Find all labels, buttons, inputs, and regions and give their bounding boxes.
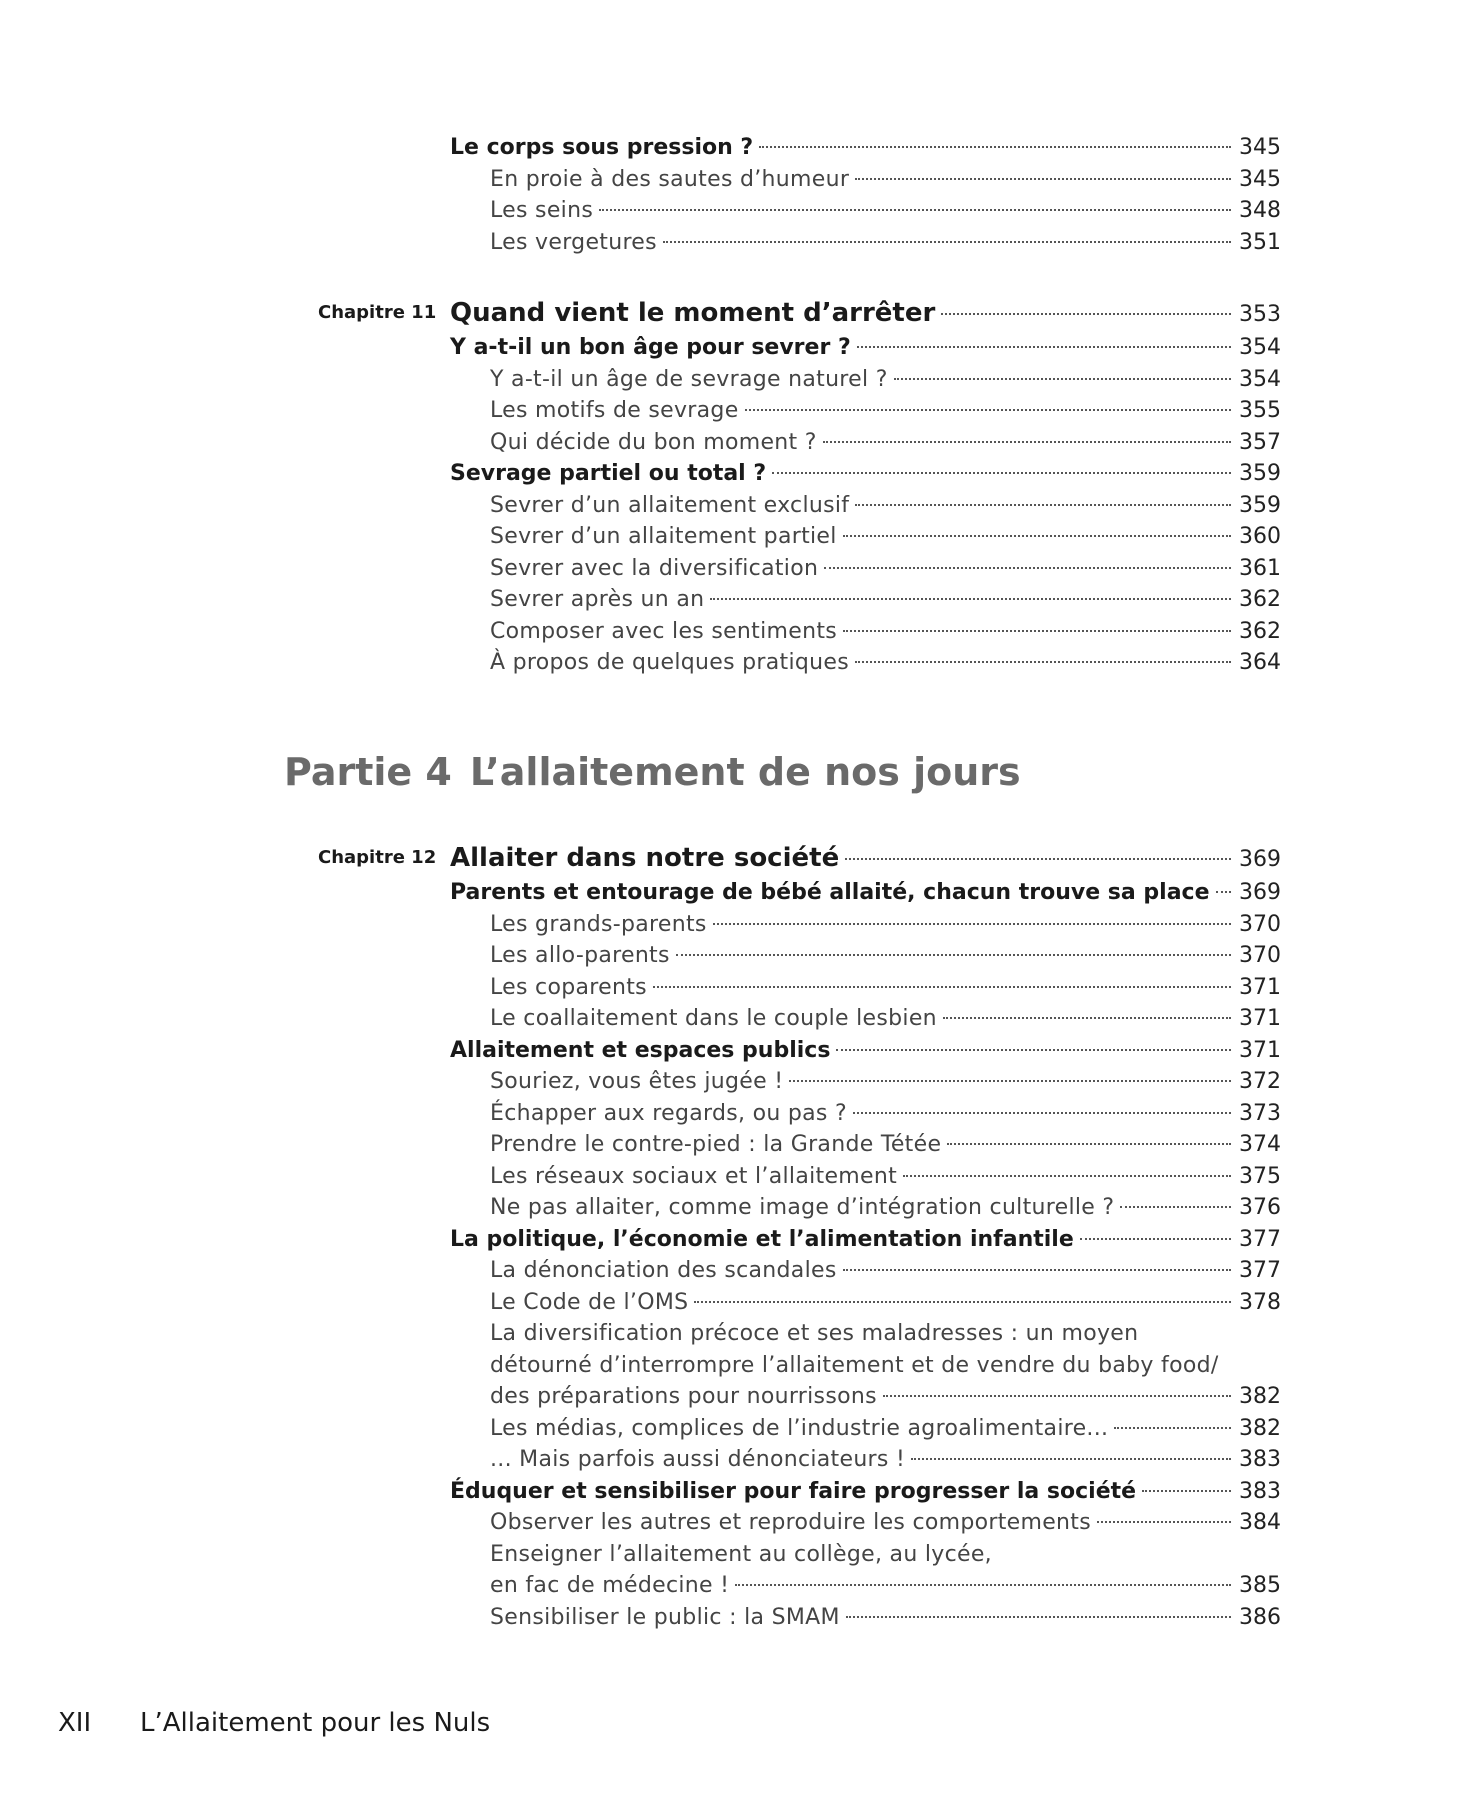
- dot-leader: [857, 346, 1231, 348]
- dot-leader: [1114, 1427, 1231, 1429]
- toc-row: [0, 584, 1474, 616]
- chapter-11-block: [0, 294, 1474, 679]
- page-number: 377: [1239, 1226, 1281, 1252]
- toc-row: [0, 1287, 1474, 1319]
- entry-title: Sevrer avec la diversification: [490, 555, 819, 581]
- page-number: 370: [1239, 943, 1281, 968]
- dot-leader: [843, 535, 1231, 537]
- page-number: 371: [1239, 1006, 1281, 1031]
- toc-row: [0, 1381, 1474, 1413]
- toc-section-entry[interactable]: [450, 132, 1281, 164]
- page-number: 382: [1239, 1415, 1281, 1441]
- dot-leader: [947, 1143, 1231, 1145]
- toc-continued-block: [0, 132, 1474, 258]
- toc-subsection-entry[interactable]: [490, 164, 1281, 196]
- page-number: 360: [1239, 524, 1281, 549]
- dot-leader: [843, 1269, 1231, 1271]
- dot-leader: [943, 1017, 1231, 1019]
- dot-leader: [759, 146, 1231, 148]
- dot-leader: [653, 986, 1231, 988]
- toc-row: [0, 553, 1474, 585]
- toc-subsection-entry[interactable]: [490, 1570, 1281, 1602]
- toc-subsection-entry[interactable]: [490, 1161, 1281, 1193]
- page-number: 353: [1239, 302, 1281, 327]
- toc-row: [0, 1476, 1474, 1508]
- toc-section-entry[interactable]: [450, 1476, 1281, 1508]
- page-number: 369: [1239, 880, 1281, 905]
- page-number: 371: [1239, 1037, 1281, 1063]
- dot-leader: [855, 504, 1231, 506]
- dot-leader: [789, 1080, 1231, 1082]
- dot-leader: [824, 567, 1231, 569]
- dot-leader: [853, 1112, 1231, 1114]
- entry-title: Les seins: [490, 198, 594, 223]
- toc-subsection-entry[interactable]: [490, 972, 1281, 1004]
- dot-leader: [663, 241, 1231, 243]
- entry-title: Parents et entourage de bébé allaité, chacun trouve sa place: [450, 880, 1210, 905]
- toc-chapter-entry[interactable]: [450, 294, 1281, 334]
- dot-leader: [694, 1301, 1231, 1303]
- toc-subsection-entry[interactable]: [490, 1507, 1281, 1539]
- toc-subsection-entry[interactable]: [490, 1192, 1281, 1224]
- entry-title: Les grands-parents: [490, 911, 707, 937]
- dot-leader: [846, 1616, 1231, 1618]
- dot-leader: [823, 441, 1231, 443]
- toc-row: [0, 616, 1474, 648]
- toc-subsection-entry[interactable]: [490, 1381, 1281, 1413]
- toc-subsection-entry[interactable]: [490, 364, 1281, 396]
- toc-row: [0, 1066, 1474, 1098]
- page-number: 374: [1239, 1132, 1281, 1157]
- toc-subsection-entry[interactable]: [490, 940, 1281, 972]
- toc-subsection-entry[interactable]: [490, 490, 1281, 522]
- page-number: 386: [1239, 1604, 1281, 1630]
- entry-title: Les coparents: [490, 974, 647, 1000]
- dot-leader: [941, 313, 1231, 315]
- toc-subsection-entry[interactable]: [490, 553, 1281, 585]
- page-number: 370: [1239, 911, 1281, 937]
- dot-leader: [883, 1395, 1231, 1397]
- entry-title: Les vergetures: [490, 229, 657, 255]
- entry-title: Sevrage partiel ou total ?: [450, 461, 767, 486]
- dot-leader: [772, 472, 1231, 474]
- chapter-title: Allaiter dans notre société: [450, 843, 840, 873]
- toc-row: [0, 332, 1474, 364]
- entry-title: Le Code de l’OMS: [490, 1289, 689, 1315]
- page-number: 376: [1239, 1195, 1281, 1220]
- toc-section-entry[interactable]: [450, 332, 1281, 364]
- dot-leader: [599, 209, 1231, 211]
- page-number: 364: [1239, 650, 1281, 675]
- dot-leader: [836, 1049, 1231, 1051]
- dot-leader: [1080, 1238, 1231, 1240]
- entry-title-line: La diversification précoce et ses maladresses : un moyen: [490, 1321, 1139, 1346]
- entry-title: Le corps sous pression ?: [450, 135, 754, 160]
- toc-subsection-entry[interactable]: [490, 1129, 1281, 1161]
- toc-row: [0, 1255, 1474, 1287]
- dot-leader: [1097, 1521, 1231, 1523]
- toc-row: [0, 427, 1474, 459]
- dot-leader: [713, 923, 1231, 925]
- page-number: 378: [1239, 1289, 1281, 1315]
- entry-title: des préparations pour nourrissons: [490, 1384, 877, 1409]
- toc-row: [0, 490, 1474, 522]
- page-number: 385: [1239, 1573, 1281, 1598]
- dot-leader: [903, 1175, 1231, 1177]
- page-number: 369: [1239, 847, 1281, 872]
- entry-title: Ne pas allaiter, comme image d’intégration culturelle ?: [490, 1195, 1115, 1220]
- entry-title: À propos de quelques pratiques: [490, 650, 849, 675]
- toc-row: [0, 1602, 1474, 1634]
- dot-leader: [1120, 1206, 1231, 1208]
- toc-subsection-entry[interactable]: [490, 521, 1281, 553]
- part-heading: [284, 750, 1021, 794]
- entry-title: Sensibiliser le public : la SMAM: [490, 1604, 840, 1630]
- toc-row: [0, 132, 1474, 164]
- toc-subsection-entry[interactable]: [490, 395, 1281, 427]
- entry-title: Souriez, vous êtes jugée !: [490, 1069, 784, 1094]
- page-number: 384: [1239, 1510, 1281, 1535]
- page-number: 361: [1239, 555, 1281, 581]
- page-number: 354: [1239, 335, 1281, 360]
- toc-subsection-entry[interactable]: [490, 195, 1281, 227]
- page-number: 377: [1239, 1258, 1281, 1283]
- toc-row: [0, 1003, 1474, 1035]
- toc-row: [0, 195, 1474, 227]
- dot-leader: [1142, 1490, 1231, 1492]
- entry-title: La politique, l’économie et l’alimentation infantile: [450, 1226, 1074, 1252]
- toc-subsection-entry[interactable]: [490, 1066, 1281, 1098]
- page-number: 383: [1239, 1447, 1281, 1472]
- entry-title: Les médias, complices de l’industrie agroalimentaire...: [490, 1415, 1109, 1441]
- page-number: 372: [1239, 1069, 1281, 1094]
- dot-leader: [894, 378, 1231, 380]
- page-number: 359: [1239, 461, 1281, 486]
- entry-title: La dénonciation des scandales: [490, 1258, 837, 1283]
- entry-title: En proie à des sautes d’humeur: [490, 166, 850, 192]
- entry-title: Composer avec les sentiments: [490, 618, 838, 644]
- dot-leader: [911, 1458, 1231, 1460]
- toc-row: [0, 1035, 1474, 1067]
- page-number: 375: [1239, 1163, 1281, 1189]
- entry-title: Les motifs de sevrage: [490, 398, 739, 423]
- toc-section-entry[interactable]: [450, 1035, 1281, 1067]
- toc-row: [0, 647, 1474, 679]
- page-number: 362: [1239, 587, 1281, 612]
- folio-number: XII: [58, 1708, 92, 1738]
- toc-row-multiline: [0, 1318, 1474, 1350]
- toc-subsection-entry[interactable]: [490, 1255, 1281, 1287]
- dot-leader: [676, 954, 1231, 956]
- entry-title: Le coallaitement dans le couple lesbien: [490, 1006, 937, 1031]
- toc-row: [0, 364, 1474, 396]
- toc-subsection-entry[interactable]: [490, 227, 1281, 259]
- toc-subsection-entry[interactable]: [490, 1003, 1281, 1035]
- toc-row: [0, 909, 1474, 941]
- dot-leader: [845, 858, 1231, 860]
- toc-subsection-entry[interactable]: [490, 1287, 1281, 1319]
- toc-row: [0, 1129, 1474, 1161]
- chapter-12-block: [0, 839, 1474, 1633]
- toc-row: [0, 1192, 1474, 1224]
- entry-title: Sevrer d’un allaitement exclusif: [490, 492, 850, 518]
- toc-row: [0, 940, 1474, 972]
- chapter-title: Quand vient le moment d’arrêter: [450, 298, 936, 328]
- toc-row: [0, 877, 1474, 909]
- entry-title: Les allo-parents: [490, 943, 670, 968]
- toc-section-entry[interactable]: [450, 458, 1281, 490]
- toc-subsection-entry[interactable]: [490, 616, 1281, 648]
- entry-title: Sevrer d’un allaitement partiel: [490, 524, 837, 549]
- page-number: 351: [1239, 229, 1281, 255]
- page-number: 382: [1239, 1384, 1281, 1409]
- entry-title: en fac de médecine !: [490, 1573, 730, 1598]
- page-number: 362: [1239, 618, 1281, 644]
- dot-leader: [710, 598, 1231, 600]
- page-number: 359: [1239, 492, 1281, 518]
- page-number: 383: [1239, 1478, 1281, 1504]
- page-number: 357: [1239, 429, 1281, 455]
- entry-title-line: Enseigner l’allaitement au collège, au lycée,: [490, 1541, 992, 1567]
- entry-title: ... Mais parfois aussi dénonciateurs !: [490, 1447, 906, 1472]
- toc-subsection-entry[interactable]: [490, 1602, 1281, 1634]
- entry-title: Les réseaux sociaux et l’allaitement: [490, 1163, 898, 1189]
- page-number: 354: [1239, 366, 1281, 392]
- entry-title: Y a-t-il un bon âge pour sevrer ?: [450, 335, 851, 360]
- chapter-row: [0, 294, 1474, 332]
- toc-subsection-entry[interactable]: [490, 1098, 1281, 1130]
- toc-section-entry[interactable]: [450, 877, 1281, 909]
- toc-row: [0, 521, 1474, 553]
- toc-row: [0, 164, 1474, 196]
- toc-subsection-entry[interactable]: [490, 909, 1281, 941]
- toc-subsection-entry[interactable]: [490, 584, 1281, 616]
- chapter-label: Chapitre 12: [318, 847, 437, 868]
- page-number: 345: [1239, 166, 1281, 192]
- toc-subsection-entry[interactable]: [490, 647, 1281, 679]
- entry-title: Éduquer et sensibiliser pour faire progresser la société: [450, 1478, 1137, 1504]
- toc-subsection-entry[interactable]: [490, 427, 1281, 459]
- toc-row: [0, 1098, 1474, 1130]
- toc-row: [0, 458, 1474, 490]
- toc-row-multiline: [0, 1350, 1474, 1382]
- dot-leader: [843, 630, 1231, 632]
- page-number: 373: [1239, 1100, 1281, 1126]
- toc-row: [0, 1413, 1474, 1445]
- dot-leader: [855, 661, 1231, 663]
- dot-leader: [855, 178, 1231, 180]
- entry-title: Sevrer après un an: [490, 587, 705, 612]
- dot-leader: [745, 409, 1231, 411]
- page-number: 348: [1239, 198, 1281, 223]
- page-footer: [58, 1708, 490, 1738]
- chapter-label: Chapitre 11: [318, 302, 437, 323]
- toc-row: [0, 1161, 1474, 1193]
- dot-leader: [1216, 891, 1231, 893]
- toc-row: [0, 1444, 1474, 1476]
- page-number: 355: [1239, 398, 1281, 423]
- toc-subsection-entry[interactable]: [490, 1444, 1281, 1476]
- part-title: L’allaitement de nos jours: [469, 750, 1021, 794]
- chapter-row: [0, 839, 1474, 877]
- entry-title: Prendre le contre-pied : la Grande Tétée: [490, 1132, 942, 1157]
- page-number: 345: [1239, 135, 1281, 160]
- toc-row: [0, 227, 1474, 259]
- entry-title: Observer les autres et reproduire les comportements: [490, 1510, 1091, 1535]
- entry-title: Y a-t-il un âge de sevrage naturel ?: [490, 366, 888, 392]
- entry-title-line: détourné d’interrompre l’allaitement et de vendre du baby food/: [490, 1352, 1219, 1378]
- toc-row: [0, 1224, 1474, 1256]
- entry-title: Échapper aux regards, ou pas ?: [490, 1100, 847, 1126]
- running-title: L’Allaitement pour les Nuls: [140, 1708, 491, 1738]
- page-number: 371: [1239, 974, 1281, 1000]
- toc-row: [0, 395, 1474, 427]
- part-label: Partie 4: [284, 750, 452, 794]
- toc-section-entry[interactable]: [450, 1224, 1281, 1256]
- dot-leader: [735, 1584, 1231, 1586]
- toc-chapter-entry[interactable]: [450, 839, 1281, 879]
- toc-row: [0, 1570, 1474, 1602]
- toc-row-multiline: [0, 1539, 1474, 1571]
- entry-title: Qui décide du bon moment ?: [490, 429, 817, 455]
- toc-subsection-entry[interactable]: [490, 1413, 1281, 1445]
- toc-row: [0, 972, 1474, 1004]
- toc-row: [0, 1507, 1474, 1539]
- entry-title: Allaitement et espaces publics: [450, 1037, 831, 1063]
